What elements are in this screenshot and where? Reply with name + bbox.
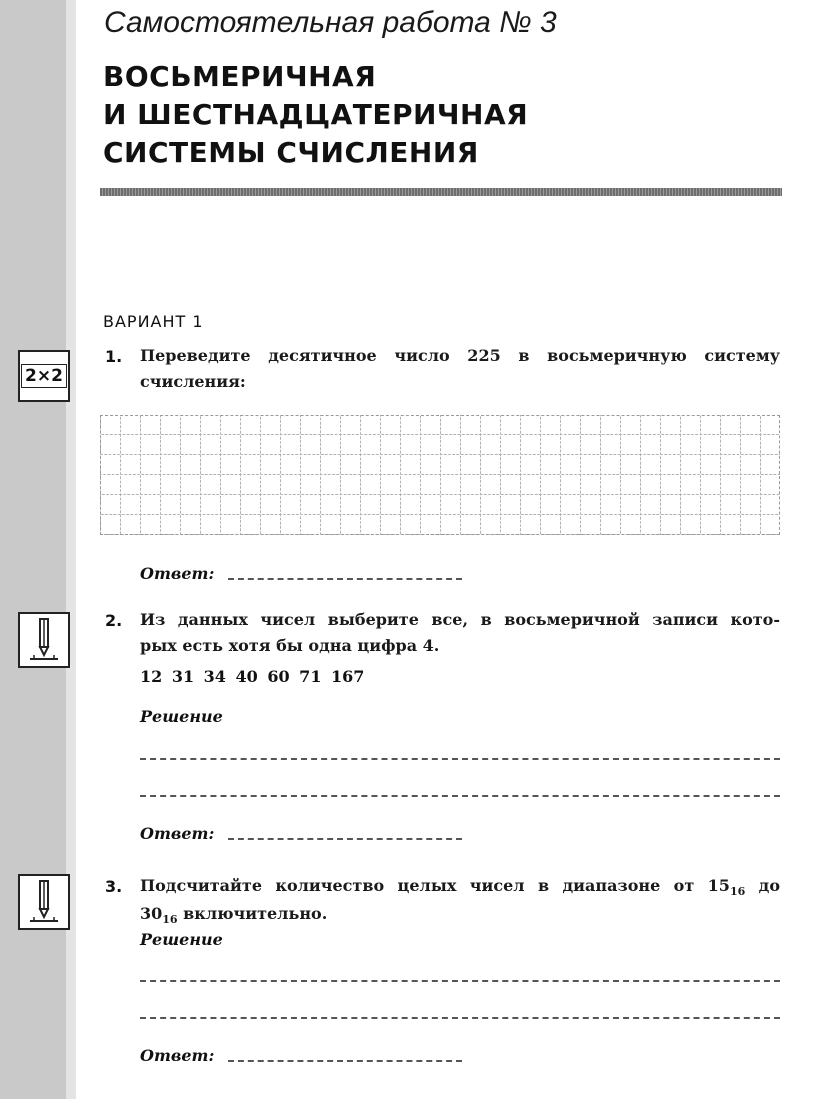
task-2-answer-label: Ответ: <box>140 824 215 843</box>
scratch-grid-border <box>100 415 780 535</box>
task-1-answer-field[interactable] <box>228 578 462 580</box>
task-2-solution-label: Решение <box>140 707 223 726</box>
task-2-text-line-1: Из данных чисел выберите все, в восьмеричной записи кото- <box>140 610 780 629</box>
mental-math-icon <box>18 350 70 402</box>
variant-label: ВАРИАНТ 1 <box>103 312 204 331</box>
title-line: ВОСЬМЕРИЧНАЯ <box>103 60 377 93</box>
pencil-icon-glyph <box>24 615 64 665</box>
task-2-answer-field[interactable] <box>228 838 462 840</box>
task-1-text-line-2: счисления: <box>140 372 246 391</box>
work-subtitle: Самостоятельная работа № 3 <box>104 6 557 39</box>
task-2-solution-line[interactable] <box>140 758 780 760</box>
task-3-line1-text: Подсчитайте количество целых чисел в диапазоне от 15 <box>140 876 730 895</box>
task-2-numbers: 12 31 34 40 60 71 167 <box>140 667 365 686</box>
title-line: И ШЕСТНАДЦАТЕРИЧНАЯ <box>103 98 529 131</box>
task-3-number: 3. <box>105 877 123 896</box>
task-2-solution-line[interactable] <box>140 795 780 797</box>
task-3-base-subscript: 16 <box>162 913 178 926</box>
task-3-answer-field[interactable] <box>228 1060 462 1062</box>
page-title <box>103 58 528 172</box>
mental-math-icon-label: 2×2 <box>21 364 67 388</box>
task-2-text-line-2: рых есть хотя бы одна цифра 4. <box>140 636 440 655</box>
task-3-line2-text: включительно. <box>177 904 328 923</box>
task-3-solution-line[interactable] <box>140 1017 780 1019</box>
pencil-icon-glyph <box>24 877 64 927</box>
task-3-solution-line[interactable] <box>140 980 780 982</box>
pencil-icon <box>18 612 70 668</box>
title-divider <box>100 188 782 196</box>
task-1-answer-label: Ответ: <box>140 564 215 583</box>
task-3-base-subscript: 16 <box>729 885 746 898</box>
task-3-line2-number: 30 <box>140 904 163 923</box>
pencil-icon <box>18 874 70 930</box>
task-3-solution-label: Решение <box>140 930 223 949</box>
task-1-number: 1. <box>105 347 123 366</box>
task-3-line1-end: до <box>745 876 780 895</box>
title-line: СИСТЕМЫ СЧИСЛЕНИЯ <box>103 136 479 169</box>
task-2-number: 2. <box>105 611 123 630</box>
side-margin-strip <box>0 0 66 1099</box>
task-3-text-line-2 <box>140 901 780 933</box>
side-margin-shadow <box>66 0 76 1099</box>
task-1-text-line-1: Переведите десятичное число 225 в восьмеричную систему <box>140 346 780 365</box>
task-3-answer-label: Ответ: <box>140 1046 215 1065</box>
